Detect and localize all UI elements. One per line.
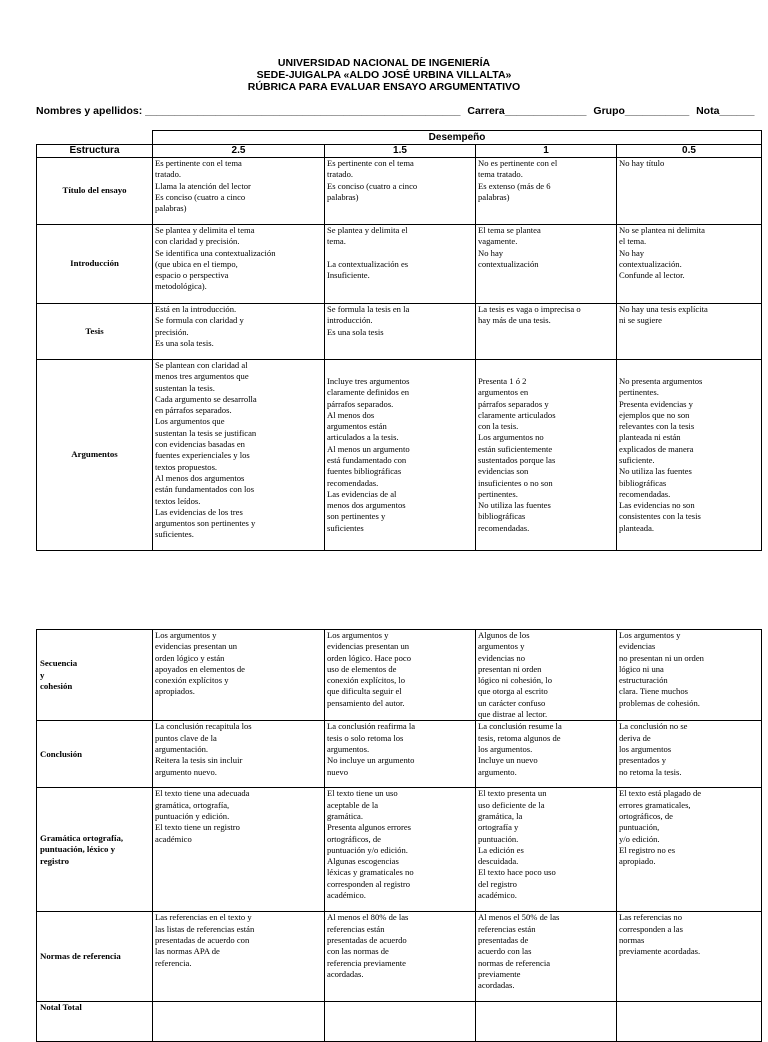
rubric-cell: Es pertinente con el tema tratado. Llama la atención del lector Es conciso (cuatro a cinco palabras) (153, 158, 325, 225)
rubric-cell: No hay título (617, 158, 762, 225)
university-name: UNIVERSIDAD NACIONAL DE INGENIERÍA (277, 57, 491, 69)
rubric-cell: Al menos el 80% de las referencias están presentadas de acuerdo con las normas de referencia previamente acordadas. (325, 912, 476, 1002)
level-header: 2.5 (153, 145, 325, 158)
document-title: RÚBRICA PARA EVALUAR ENSAYO ARGUMENTATIVO (247, 81, 521, 93)
rubric-cell: Las referencias en el texto y las listas de referencias están presentadas de acuerdo con las normas APA de referencia. (153, 912, 325, 1002)
rubric-cell: Al menos el 50% de las referencias están presentadas de acuerdo con las normas de referencia previamente acordadas. (476, 912, 617, 1002)
rubric-cell: No se plantea ni delimita el tema. No hay contextualización. Confunde al lector. (617, 225, 762, 304)
rubric-cell: Los argumentos y evidencias presentan un orden lógico. Hace poco uso de elementos de conexión explícitos, lo que dificulta seguir el pensamiento del autor. (325, 630, 476, 721)
total-cell (476, 1002, 617, 1042)
total-row (37, 1002, 762, 1042)
table-row (37, 788, 762, 912)
rubric-cell: Presenta 1 ó 2 argumentos en párrafos separados y claramente articulados con la tesis. Los argumentos no están suficientemente sustentados porque las evidencias son insuficientes o no son pertinentes. No utiliza las fuentes bibliográficas recomendadas. (476, 360, 617, 551)
table-row (37, 360, 762, 551)
criterion-label: Introducción (37, 225, 153, 304)
rubric-cell: Incluye tres argumentos claramente definidos en párrafos separados. Al menos dos argumentos están articulados a la tesis. Al menos un argumento está fundamentado con fuentes bibliográficas recomendadas. Las evidencias de al menos dos argumentos son pertinentes y suficientes (325, 360, 476, 551)
rubric-cell: No hay una tesis explícita ni se sugiere (617, 304, 762, 360)
rubric-cell: La conclusión recapitula los puntos clave de la argumentación. Reitera la tesis sin incluir argumento nuevo. (153, 721, 325, 788)
criterion-label: Conclusión (37, 721, 153, 788)
rubric-cell: Está en la introducción. Se formula con claridad y precisión. Es una sola tesis. (153, 304, 325, 360)
total-label: Notal Total (37, 1002, 153, 1042)
rubric-cell: Las referencias no corresponden a las normas previamente acordadas. (617, 912, 762, 1002)
table-row (37, 630, 762, 721)
criterion-label: Título del ensayo (37, 158, 153, 225)
student-info-line (36, 105, 755, 117)
rubric-table-bottom (36, 629, 762, 1042)
level-header: 1 (476, 145, 617, 158)
level-header: 0.5 (617, 145, 762, 158)
rubric-cell: Se formula la tesis en la introducción. Es una sola tesis (325, 304, 476, 360)
rubric-cell: El texto está plagado de errores gramaticales, ortográficos, de puntuación, y/o edición. El registro no es apropiado. (617, 788, 762, 912)
rubric-cell: Los argumentos y evidencias no presentan ni un orden lógico ni una estructuración clara. Tiene muchos problemas de cohesión. (617, 630, 762, 721)
rubric-cell: El tema se plantea vagamente. No hay contextualización (476, 225, 617, 304)
criterion-label: Tesis (37, 304, 153, 360)
group-field: Grupo___________ (593, 105, 690, 117)
rubric-cell: La conclusión reafirma la tesis o solo retoma los argumentos. No incluye un argumento nuevo (325, 721, 476, 788)
table-row (37, 225, 762, 304)
rubric-cell: Se plantea y delimita el tema con claridad y precisión. Se identifica una contextualización (que ubica en el tiempo, espacio o perspectiva metodológica). (153, 225, 325, 304)
level-header: 1.5 (325, 145, 476, 158)
rubric-cell: La tesis es vaga o imprecisa o hay más de una tesis. (476, 304, 617, 360)
total-cell (617, 1002, 762, 1042)
rubric-cell: El texto presenta un uso deficiente de la gramática, la ortografía y puntuación. La edición es descuidada. El texto hace poco uso del registro académico. (476, 788, 617, 912)
table-row (37, 912, 762, 1002)
table-row (37, 158, 762, 225)
rubric-cell: No es pertinente con el tema tratado. Es extenso (más de 6 palabras) (476, 158, 617, 225)
grade-field: Nota______ (696, 105, 755, 117)
rubric-cell: La conclusión no se deriva de los argumentos presentados y no retoma la tesis. (617, 721, 762, 788)
rubric-cell: La conclusión resume la tesis, retoma algunos de los argumentos. Incluye un nuevo argumento. (476, 721, 617, 788)
criterion-label: Gramática ortografía, puntuación, léxico y registro (37, 788, 153, 912)
criterion-label: Normas de referencia (37, 912, 153, 1002)
criterion-label: Argumentos (37, 360, 153, 551)
table-row (37, 304, 762, 360)
names-field: Nombres y apellidos: ______________________________________________________ (36, 105, 461, 117)
career-field: Carrera______________ (467, 105, 587, 117)
table-row (37, 721, 762, 788)
rubric-cell: Se plantea y delimita el tema. La contextualización es Insuficiente. (325, 225, 476, 304)
rubric-table-top (36, 130, 762, 551)
total-cell (325, 1002, 476, 1042)
rubric-cell: Se plantean con claridad al menos tres argumentos que sustentan la tesis. Cada argumento se desarrolla en párrafos separados. Los argumentos que sustentan la tesis se justifican con evidencias basadas en fuentes experienciales y los textos propuestos. Al menos dos argumentos están fundamentados con los textos leídos. Las evidencias de los tres argumentos son pertinentes y suficientes. (153, 360, 325, 551)
rubric-cell: Es pertinente con el tema tratado. Es conciso (cuatro a cinco palabras) (325, 158, 476, 225)
rubric-cell: El texto tiene una adecuada gramática, ortografía, puntuación y edición. El texto tiene un registro académico (153, 788, 325, 912)
criterion-label: Secuencia y cohesión (37, 630, 153, 721)
rubric-cell: El texto tiene un uso aceptable de la gramática. Presenta algunos errores ortográficos, de puntuación y/o edición. Algunas escogencias léxicas y gramaticales no corresponden al registro académico. (325, 788, 476, 912)
total-cell (153, 1002, 325, 1042)
rubric-cell: Los argumentos y evidencias presentan un orden lógico y están apoyados en elementos de conexión explícitos y apropiados. (153, 630, 325, 721)
rubric-cell: No presenta argumentos pertinentes. Presenta evidencias y ejemplos que no son relevantes con la tesis planteada ni están explicados de manera suficiente. No utiliza las fuentes bibliográficas recomendadas. Las evidencias no son consistentes con la tesis planteada. (617, 360, 762, 551)
performance-header: Desempeño (153, 131, 762, 145)
rubric-cell: Algunos de los argumentos y evidencias no presentan ni orden lógico ni cohesión, lo que otorga al escrito un carácter confuso que distrae al lector. (476, 630, 617, 721)
structure-header: Estructura (37, 145, 153, 158)
campus-name: SEDE-JUIGALPA «ALDO JOSÉ URBINA VILLALTA» (256, 69, 512, 81)
